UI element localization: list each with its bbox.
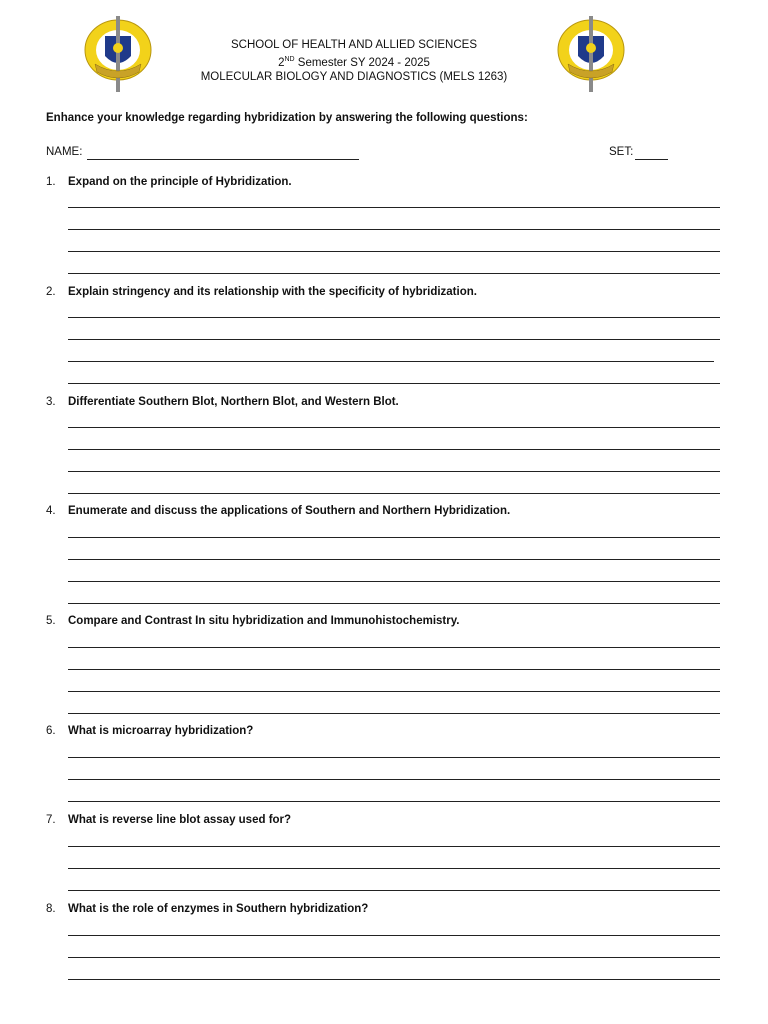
answer-line[interactable]: [68, 361, 714, 362]
name-blank-line[interactable]: [87, 159, 359, 160]
answer-line[interactable]: [68, 339, 720, 340]
name-label: NAME:: [46, 146, 83, 158]
answer-line[interactable]: [68, 868, 720, 869]
answer-line[interactable]: [68, 229, 720, 230]
question-number: 1.: [46, 176, 56, 188]
question-number: 3.: [46, 396, 56, 408]
question-text: What is microarray hybridization?: [68, 725, 254, 737]
answer-line[interactable]: [68, 890, 720, 891]
document-header: [160, 38, 548, 84]
answer-line[interactable]: [68, 493, 720, 494]
question-text: What is the role of enzymes in Southern hybridization?: [68, 903, 369, 915]
answer-line[interactable]: [68, 207, 720, 208]
answer-line[interactable]: [68, 251, 720, 252]
answer-line[interactable]: [68, 537, 720, 538]
semester-line: 2ND Semester SY 2024 - 2025: [278, 55, 430, 69]
question-text: Differentiate Southern Blot, Northern Blot, and Western Blot.: [68, 396, 399, 408]
question-text: Compare and Contrast In situ hybridization and Immunohistochemistry.: [68, 615, 460, 627]
answer-line[interactable]: [68, 317, 720, 318]
answer-line[interactable]: [68, 471, 720, 472]
question-text: What is reverse line blot assay used for?: [68, 814, 292, 826]
answer-line[interactable]: [68, 935, 720, 936]
set-label: SET:: [609, 146, 634, 158]
answer-line[interactable]: [68, 979, 720, 980]
answer-line[interactable]: [68, 581, 720, 582]
answer-line[interactable]: [68, 801, 720, 802]
answer-line[interactable]: [68, 383, 720, 384]
question-number: 5.: [46, 615, 56, 627]
answer-line[interactable]: [68, 691, 720, 692]
university-seal-logo: [556, 12, 626, 94]
question-number: 7.: [46, 814, 56, 826]
answer-line[interactable]: [68, 846, 720, 847]
answer-line[interactable]: [68, 957, 720, 958]
answer-line[interactable]: [68, 427, 720, 428]
course-title: MOLECULAR BIOLOGY AND DIAGNOSTICS (MELS 1263): [200, 70, 508, 83]
university-seal-logo: [83, 12, 153, 94]
question-text: Enumerate and discuss the applications of Southern and Northern Hybridization.: [68, 505, 511, 517]
question-number: 4.: [46, 505, 56, 517]
answer-line[interactable]: [68, 713, 720, 714]
answer-line[interactable]: [68, 647, 720, 648]
question-number: 8.: [46, 903, 56, 915]
answer-line[interactable]: [68, 669, 720, 670]
question-number: 6.: [46, 725, 56, 737]
instructions: Enhance your knowledge regarding hybridization by answering the following questions:: [46, 112, 528, 124]
answer-line[interactable]: [68, 273, 720, 274]
question-text: Expand on the principle of Hybridization.: [68, 176, 292, 188]
question-text: Explain stringency and its relationship with the specificity of hybridization.: [68, 286, 477, 298]
set-blank-line[interactable]: [635, 159, 668, 160]
answer-line[interactable]: [68, 757, 720, 758]
answer-line[interactable]: [68, 603, 720, 604]
question-number: 2.: [46, 286, 56, 298]
answer-line[interactable]: [68, 559, 720, 560]
school-name: SCHOOL OF HEALTH AND ALLIED SCIENCES: [230, 39, 478, 51]
answer-line[interactable]: [68, 779, 720, 780]
answer-line[interactable]: [68, 449, 720, 450]
